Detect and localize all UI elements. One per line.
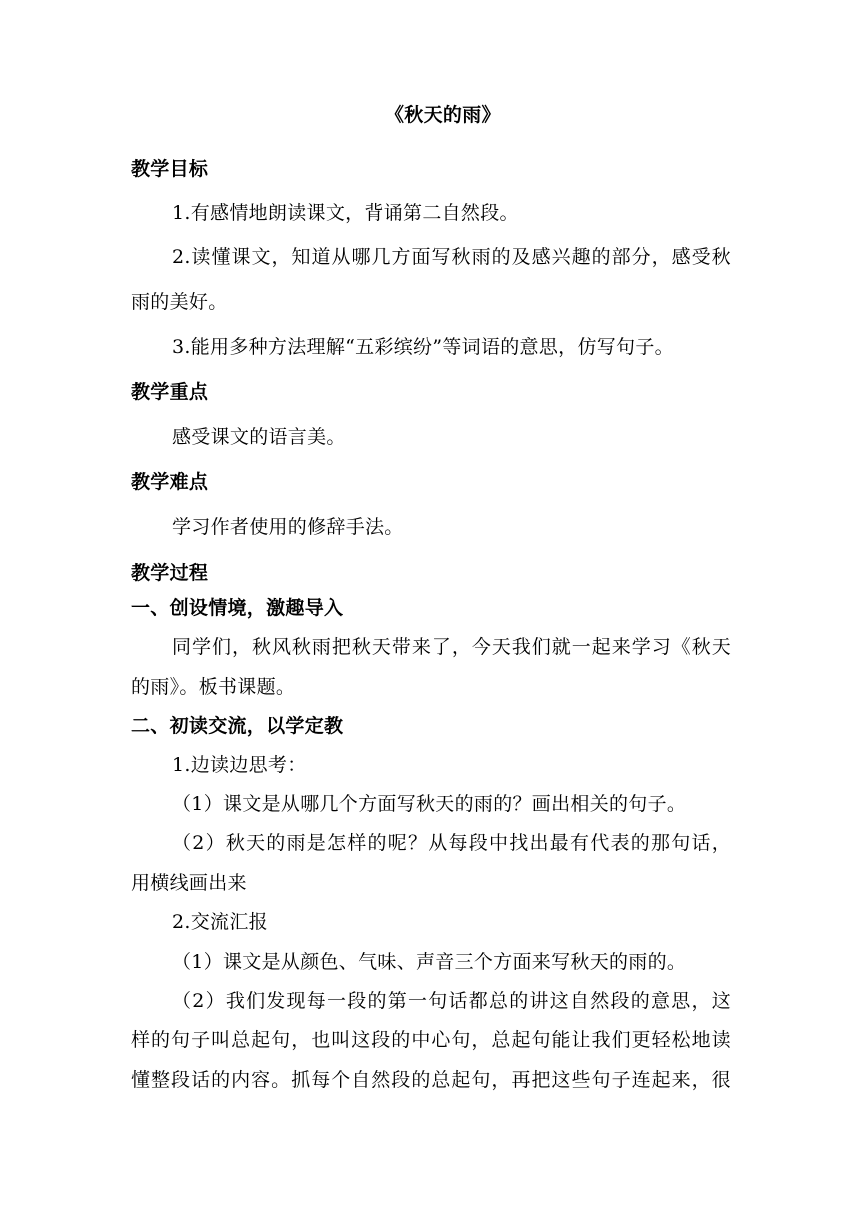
- section-heading-difficulty: 教学难点: [131, 471, 209, 493]
- document-title: 《秋天的雨》: [385, 104, 501, 126]
- process-part-1-heading: 一、创设情境，激趣导入: [131, 597, 344, 619]
- goal-item-3: 3.能用多种方法理解“五彩缤纷”等词语的意思，仿写句子。: [172, 336, 674, 358]
- process-part-2-step-1: 1.边读边思考：: [172, 754, 307, 776]
- section-heading-goals: 教学目标: [131, 158, 209, 180]
- difficulty-text: 学习作者使用的修辞手法。: [172, 516, 404, 538]
- process-part-2-answer-2-line-3: 懂整段话的内容。抓每个自然段的总起句，再把这些句子连起来，很: [131, 1069, 731, 1091]
- process-part-2-question-2-line-1: （2）秋天的雨是怎样的呢？从每段中找出最有代表的那句话，: [172, 832, 731, 854]
- process-part-2-answer-1: （1）课文是从颜色、气味、声音三个方面来写秋天的雨的。: [172, 951, 687, 973]
- process-part-1-line-1: 同学们，秋风秋雨把秋天带来了，今天我们就一起来学习《秋天: [172, 636, 731, 658]
- process-part-2-step-2: 2.交流汇报: [172, 911, 268, 933]
- process-part-2-answer-2-line-2: 样的句子叫总起句，也叫这段的中心句，总起句能让我们更轻松地读: [131, 1029, 731, 1051]
- process-part-2-question-2-line-2: 用横线画出来: [131, 872, 247, 894]
- key-point-text: 感受课文的语言美。: [172, 426, 346, 448]
- process-part-1-line-2: 的雨》。板书课题。: [131, 676, 296, 698]
- process-part-2-question-1: （1）课文是从哪几个方面写秋天的雨的？画出相关的句子。: [172, 793, 687, 815]
- goal-item-2-line-2: 雨的美好。: [131, 291, 228, 313]
- section-heading-process: 教学过程: [131, 562, 209, 584]
- section-heading-key-point: 教学重点: [131, 381, 209, 403]
- process-part-2-heading: 二、初读交流，以学定教: [131, 715, 344, 737]
- goal-item-1: 1.有感情地朗读课文，背诵第二自然段。: [172, 202, 519, 224]
- process-part-2-answer-2-line-1: （2）我们发现每一段的第一句话都总的讲这自然段的意思，这: [172, 990, 731, 1012]
- goal-item-2-line-1: 2.读懂课文，知道从哪几方面写秋雨的及感兴趣的部分，感受秋: [172, 246, 731, 268]
